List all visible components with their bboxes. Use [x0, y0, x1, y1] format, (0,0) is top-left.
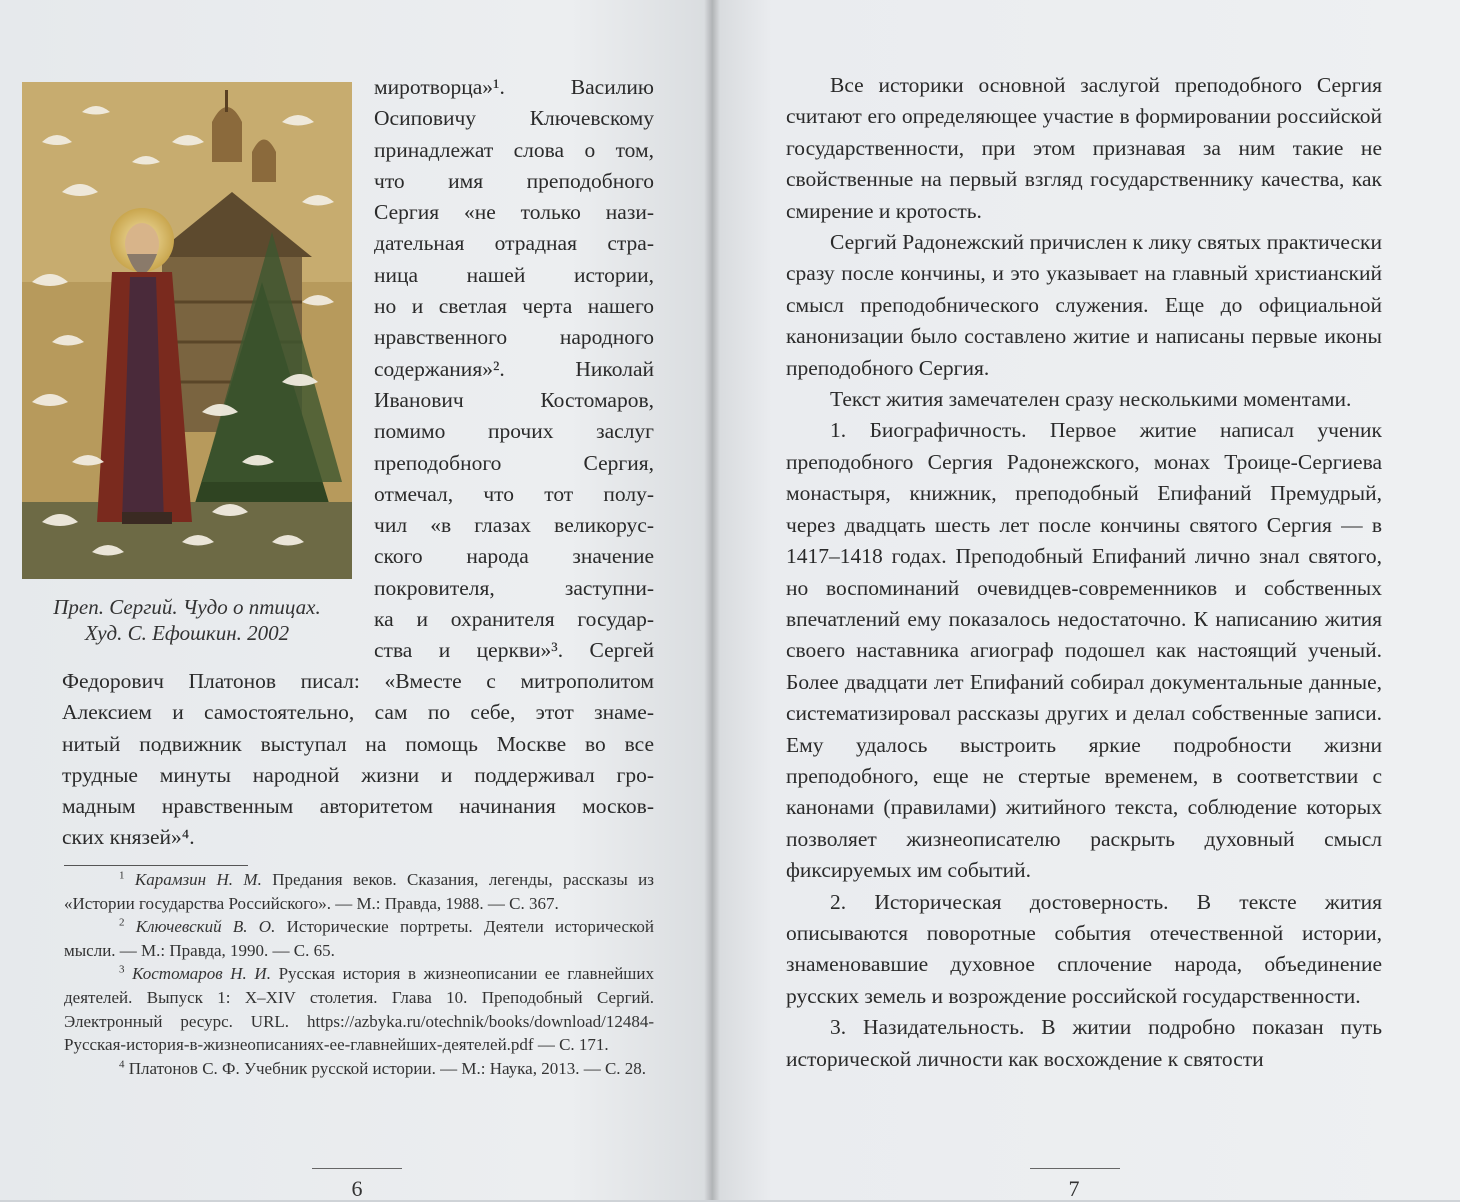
text-line: нитый подвижник выступал на помощь Москве во все	[62, 731, 654, 756]
footnote-mark: 4	[119, 1058, 125, 1071]
text-line: миротворца»¹. Василию	[374, 75, 654, 99]
footnote-author: Карамзин Н. М.	[134, 870, 262, 889]
text-line: ских князей»⁴.	[62, 825, 195, 850]
footnote-text: Русская история в жизнеописании ее главнейших деятелей. Выпуск 1: X–XIV столетия. Глава 10. Преподобный Сергий. Электронный ресурс. URL. https://azbyka.ru/otechnik/books/download/12484-Русская-история-в-жизнеописаниях-ее-главнейших-деятелей.pdf — С. 171.	[64, 964, 654, 1055]
page-number: 7	[1068, 1176, 1080, 1201]
text-line: Алексием и самостоятельно, сам по себе, этот знаме-	[62, 700, 654, 725]
paragraph: 1. Биографичность. Первое житие написал ученик преподобного Сергия Радонежского, монах Троице-Сергиева монастыря, книжник, преподобный Епифаний Премудрый, через двадцать шесть лет после кончины святого Сергия — в 1417–1418 годах. Преподобный Епифаний лично знал святого, но воспоминаний очевидцев-современников и собственных впечатлений ему показалось недостаточно. К написанию жития своего наставника агиограф подошел как настоящий ученый. Более двадцати лет Епифаний собирал документальные данные, систематизировал рассказы других и делал собственные записи. Ему удалось выстроить яркие подробности жизни преподобного, еще не стертые временем, в соответствии с канонами (правилами) житийного текста, соблюдение которых позволяет жизнеописателю раскрыть духовный смысл фиксируемых им событий.	[786, 418, 1382, 883]
footnote	[64, 915, 654, 962]
footnote	[64, 1057, 654, 1081]
footnotes	[64, 868, 654, 1080]
text-line: ского народа значение	[374, 544, 654, 569]
footnote	[64, 962, 654, 1056]
text-line: ства и церкви»³. Сергей	[374, 638, 654, 663]
illustration-caption	[22, 594, 352, 646]
text-line: но и светлая черта нашего	[374, 294, 654, 319]
saint-with-birds-painting-icon	[22, 82, 352, 579]
caption-line-1: Преп. Сергий. Чудо о птицах.	[53, 595, 321, 619]
footnote	[64, 868, 654, 915]
text-line: ница нашей истории,	[374, 262, 654, 287]
footnote-text: Предания веков. Сказания, легенды, рассказы из «Истории государства Российского». — М.: Правда, 1988. — С. 367.	[64, 870, 654, 913]
paragraph: 2. Историческая достоверность. В тексте жития описываются поворотные события отечественной истории, знаменовавшие духовное сплочение народа, объединение русских земель и возрождение российской государственности.	[786, 889, 1382, 1008]
text-line: Иванович Костомаров,	[374, 387, 654, 412]
footnote-mark: 3	[119, 963, 125, 976]
text-line: Осиповичу Ключевскому	[374, 106, 654, 131]
footnote-text: Исторические портреты. Деятели исторической мысли. — М.: Правда, 1990. — С. 65.	[64, 917, 654, 960]
paragraph: Текст жития замечателен сразу несколькими моментами.	[830, 387, 1352, 412]
page-number: 6	[351, 1176, 363, 1201]
paragraph: Сергий Радонежский причислен к лику святых практически сразу после кончины, и это указывает на главный христианский смысл преподобнического служения. Еще до официальной канонизации было составлено житие и написаны первые иконы преподобного Сергия.	[786, 230, 1382, 380]
book-gutter	[704, 0, 720, 1200]
text-line: что имя преподобного	[374, 168, 654, 193]
paragraph: Все историки основной заслугой преподобного Сергия считают его определяющее участие в формировании российской государственности, при этом признавая за ним такие не свойственные на первый взгляд государственнику качества, как смирение и кротость.	[786, 73, 1382, 223]
text-line: Федорович Платонов писал: «Вместе с митрополитом	[62, 669, 654, 693]
text-line: Сергия «не только нази-	[374, 200, 654, 225]
painting-svg	[22, 82, 352, 579]
left-wide-text	[62, 666, 654, 854]
right-page-text	[786, 70, 1382, 1075]
left-narrow-text	[374, 72, 654, 667]
text-line: отмечал, что тот полу-	[374, 481, 654, 506]
text-line: трудные минуты народной жизни и поддерживал гро-	[62, 762, 654, 787]
footnote-text: Платонов С. Ф. Учебник русской истории. — М.: Наука, 2013. — С. 28.	[128, 1058, 647, 1078]
footnote-author: Костомаров Н. И.	[132, 964, 271, 984]
text-line: принадлежат слова о том,	[374, 137, 654, 162]
page-number-rule	[312, 1168, 402, 1169]
text-line: содержания»². Николай	[374, 356, 654, 381]
text-line: мадным нравственным авторитетом начинания москов-	[62, 794, 654, 819]
text-line: дательная отрадная стра-	[374, 231, 654, 256]
text-line: нравственного народного	[374, 325, 654, 350]
text-line: ка и охранителя государ-	[374, 607, 654, 632]
text-line: чил «в глазах великорус-	[374, 513, 654, 538]
footnote-divider	[64, 865, 248, 866]
footnote-mark: 1	[119, 869, 125, 882]
text-line: покровителя, заступни-	[374, 575, 654, 600]
footnote-author: Ключевский В. О.	[135, 917, 276, 937]
text-line: преподобного Сергия,	[374, 450, 654, 475]
left-page	[0, 0, 712, 1200]
text-line: помимо прочих заслуг	[374, 419, 654, 444]
footnote-mark: 2	[119, 916, 125, 929]
page-number-rule	[1030, 1168, 1120, 1169]
paragraph: 3. Назидательность. В житии подробно показан путь исторической личности как восхождение к святости	[786, 1015, 1382, 1071]
caption-line-2: Худ. С. Ефошкин. 2002	[84, 621, 290, 645]
